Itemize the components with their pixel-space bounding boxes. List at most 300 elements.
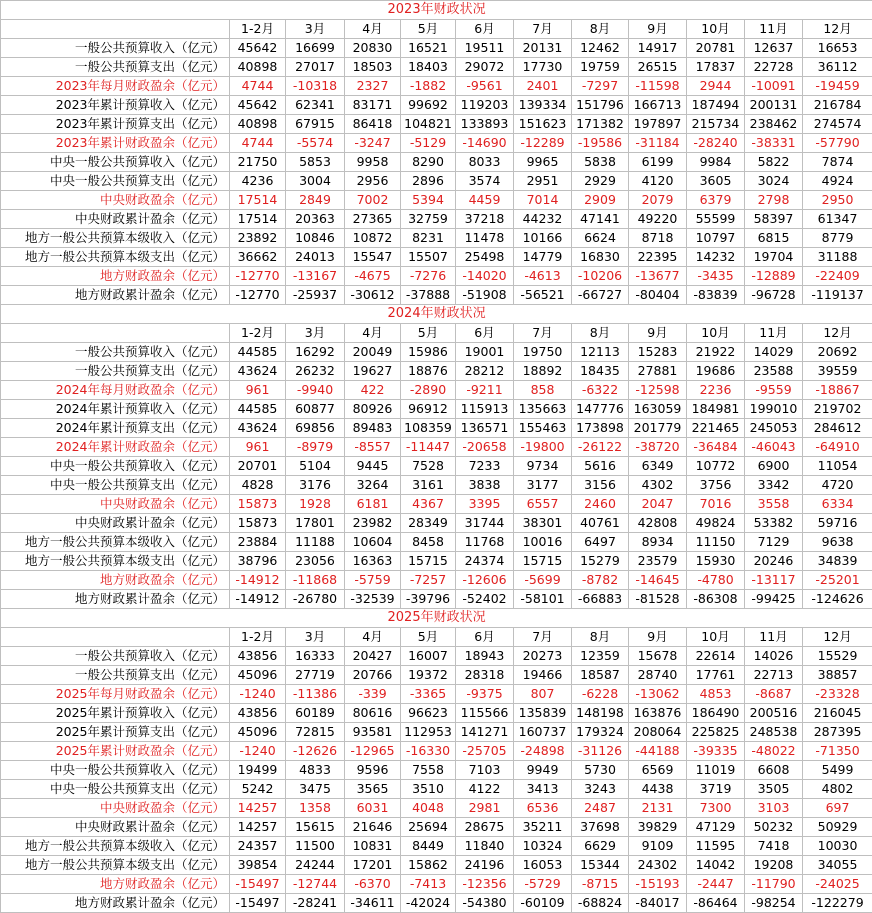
value-cell[interactable]: 43624 (230, 362, 286, 381)
value-cell[interactable]: 22728 (745, 58, 803, 77)
value-cell[interactable]: 11188 (286, 533, 345, 552)
value-cell[interactable]: 37218 (456, 210, 514, 229)
value-cell[interactable]: 115913 (456, 400, 514, 419)
value-cell[interactable]: 2079 (629, 191, 687, 210)
value-cell[interactable]: -14020 (456, 267, 514, 286)
value-cell[interactable]: -19459 (803, 77, 872, 96)
month-header-cell[interactable]: 3月 (286, 20, 345, 39)
value-cell[interactable]: -10091 (745, 77, 803, 96)
value-cell[interactable]: -11598 (629, 77, 687, 96)
value-cell[interactable]: 7233 (456, 457, 514, 476)
value-cell[interactable]: 8779 (803, 229, 872, 248)
value-cell[interactable]: 3505 (745, 780, 803, 799)
value-cell[interactable]: 99692 (401, 96, 456, 115)
value-cell[interactable]: 23982 (345, 514, 401, 533)
value-cell[interactable]: 17514 (230, 210, 286, 229)
value-cell[interactable]: 4438 (629, 780, 687, 799)
value-cell[interactable]: 42808 (629, 514, 687, 533)
month-header-cell[interactable]: 9月 (629, 324, 687, 343)
value-cell[interactable]: -46043 (745, 438, 803, 457)
value-cell[interactable]: 14779 (514, 248, 572, 267)
value-cell[interactable]: 80926 (345, 400, 401, 419)
value-cell[interactable]: 199010 (745, 400, 803, 419)
value-cell[interactable]: -38720 (629, 438, 687, 457)
value-cell[interactable]: 4367 (401, 495, 456, 514)
month-header-cell[interactable]: 3月 (286, 628, 345, 647)
value-cell[interactable]: 21922 (687, 343, 745, 362)
value-cell[interactable]: 96623 (401, 704, 456, 723)
value-cell[interactable]: 11019 (687, 761, 745, 780)
value-cell[interactable]: 104821 (401, 115, 456, 134)
value-cell[interactable]: -4675 (345, 267, 401, 286)
value-cell[interactable]: 7016 (687, 495, 745, 514)
month-header-cell[interactable]: 8月 (572, 628, 629, 647)
value-cell[interactable]: 15615 (286, 818, 345, 837)
value-cell[interactable]: -96728 (745, 286, 803, 305)
value-cell[interactable]: 11478 (456, 229, 514, 248)
month-header-cell[interactable]: 8月 (572, 20, 629, 39)
value-cell[interactable]: 86418 (345, 115, 401, 134)
value-cell[interactable]: 19704 (745, 248, 803, 267)
value-cell[interactable]: -23328 (803, 685, 872, 704)
row-label-cell[interactable]: 中央一般公共预算收入（亿元） (1, 761, 230, 780)
value-cell[interactable]: 14029 (745, 343, 803, 362)
value-cell[interactable]: -12889 (745, 267, 803, 286)
value-cell[interactable]: -122279 (803, 894, 872, 913)
value-cell[interactable]: 3510 (401, 780, 456, 799)
value-cell[interactable]: 19466 (514, 666, 572, 685)
value-cell[interactable]: 10797 (687, 229, 745, 248)
value-cell[interactable]: 14042 (687, 856, 745, 875)
row-label-cell[interactable]: 2025年每月财政盈余（亿元） (1, 685, 230, 704)
value-cell[interactable]: 2401 (514, 77, 572, 96)
value-cell[interactable]: 858 (514, 381, 572, 400)
value-cell[interactable]: 2487 (572, 799, 629, 818)
value-cell[interactable]: -12356 (456, 875, 514, 894)
value-cell[interactable]: -36484 (687, 438, 745, 457)
value-cell[interactable]: 151796 (572, 96, 629, 115)
value-cell[interactable]: -64910 (803, 438, 872, 457)
row-label-cell[interactable]: 中央一般公共预算支出（亿元） (1, 780, 230, 799)
value-cell[interactable]: 22614 (687, 647, 745, 666)
value-cell[interactable]: 16830 (572, 248, 629, 267)
value-cell[interactable]: -51908 (456, 286, 514, 305)
value-cell[interactable]: 17761 (687, 666, 745, 685)
value-cell[interactable]: -12965 (345, 742, 401, 761)
value-cell[interactable]: -119137 (803, 286, 872, 305)
value-cell[interactable]: 151623 (514, 115, 572, 134)
value-cell[interactable]: 155463 (514, 419, 572, 438)
value-cell[interactable]: -38331 (745, 134, 803, 153)
value-cell[interactable]: 7528 (401, 457, 456, 476)
value-cell[interactable]: 6349 (629, 457, 687, 476)
month-header-cell[interactable]: 10月 (687, 628, 745, 647)
header-blank-cell[interactable] (1, 20, 230, 39)
value-cell[interactable]: 9965 (514, 153, 572, 172)
row-label-cell[interactable]: 2024年累计预算收入（亿元） (1, 400, 230, 419)
value-cell[interactable]: 4853 (687, 685, 745, 704)
value-cell[interactable]: 11054 (803, 457, 872, 476)
value-cell[interactable]: -39335 (687, 742, 745, 761)
value-cell[interactable]: 1358 (286, 799, 345, 818)
value-cell[interactable]: 2047 (629, 495, 687, 514)
value-cell[interactable]: 96912 (401, 400, 456, 419)
month-header-cell[interactable]: 4月 (345, 20, 401, 39)
value-cell[interactable]: -12289 (514, 134, 572, 153)
value-cell[interactable]: -13677 (629, 267, 687, 286)
value-cell[interactable]: 6181 (345, 495, 401, 514)
value-cell[interactable]: -9561 (456, 77, 514, 96)
value-cell[interactable]: 11768 (456, 533, 514, 552)
value-cell[interactable]: 23056 (286, 552, 345, 571)
value-cell[interactable]: 5838 (572, 153, 629, 172)
value-cell[interactable]: 15715 (401, 552, 456, 571)
value-cell[interactable]: 39829 (629, 818, 687, 837)
value-cell[interactable]: 53382 (745, 514, 803, 533)
value-cell[interactable]: 20701 (230, 457, 286, 476)
value-cell[interactable]: 8449 (401, 837, 456, 856)
value-cell[interactable]: -15193 (629, 875, 687, 894)
value-cell[interactable]: 40898 (230, 115, 286, 134)
value-cell[interactable]: 3558 (745, 495, 803, 514)
value-cell[interactable]: -16330 (401, 742, 456, 761)
value-cell[interactable]: 2981 (456, 799, 514, 818)
value-cell[interactable]: 9734 (514, 457, 572, 476)
value-cell[interactable]: -10206 (572, 267, 629, 286)
value-cell[interactable]: 7558 (401, 761, 456, 780)
month-header-cell[interactable]: 11月 (745, 324, 803, 343)
value-cell[interactable]: 32759 (401, 210, 456, 229)
value-cell[interactable]: -4780 (687, 571, 745, 590)
row-label-cell[interactable]: 地方一般公共预算本级收入（亿元） (1, 533, 230, 552)
value-cell[interactable]: 18943 (456, 647, 514, 666)
value-cell[interactable]: 60189 (286, 704, 345, 723)
value-cell[interactable]: -2890 (401, 381, 456, 400)
value-cell[interactable]: -44188 (629, 742, 687, 761)
row-label-cell[interactable]: 地方财政累计盈余（亿元） (1, 894, 230, 913)
value-cell[interactable]: -2447 (687, 875, 745, 894)
row-label-cell[interactable]: 2024年累计财政盈余（亿元） (1, 438, 230, 457)
month-header-cell[interactable]: 1-2月 (230, 20, 286, 39)
value-cell[interactable]: -18867 (803, 381, 872, 400)
value-cell[interactable]: -10318 (286, 77, 345, 96)
month-header-cell[interactable]: 8月 (572, 324, 629, 343)
value-cell[interactable]: 17201 (345, 856, 401, 875)
value-cell[interactable]: -25201 (803, 571, 872, 590)
value-cell[interactable]: 22395 (629, 248, 687, 267)
value-cell[interactable]: -26122 (572, 438, 629, 457)
value-cell[interactable]: 12113 (572, 343, 629, 362)
value-cell[interactable]: 23884 (230, 533, 286, 552)
value-cell[interactable]: 10846 (286, 229, 345, 248)
month-header-cell[interactable]: 7月 (514, 20, 572, 39)
value-cell[interactable]: 10831 (345, 837, 401, 856)
value-cell[interactable]: 10872 (345, 229, 401, 248)
value-cell[interactable]: -12606 (456, 571, 514, 590)
value-cell[interactable]: 4236 (230, 172, 286, 191)
value-cell[interactable]: 17837 (687, 58, 745, 77)
value-cell[interactable]: 69856 (286, 419, 345, 438)
value-cell[interactable]: -71350 (803, 742, 872, 761)
value-cell[interactable]: -7297 (572, 77, 629, 96)
value-cell[interactable]: 2131 (629, 799, 687, 818)
value-cell[interactable]: 4459 (456, 191, 514, 210)
value-cell[interactable]: 163059 (629, 400, 687, 419)
value-cell[interactable]: -11790 (745, 875, 803, 894)
value-cell[interactable]: 7300 (687, 799, 745, 818)
value-cell[interactable]: 55599 (687, 210, 745, 229)
month-header-cell[interactable]: 5月 (401, 324, 456, 343)
value-cell[interactable]: 4833 (286, 761, 345, 780)
value-cell[interactable]: 3413 (514, 780, 572, 799)
value-cell[interactable]: 20049 (345, 343, 401, 362)
value-cell[interactable]: 20131 (514, 39, 572, 58)
value-cell[interactable]: 16292 (286, 343, 345, 362)
value-cell[interactable]: 18587 (572, 666, 629, 685)
value-cell[interactable]: -3247 (345, 134, 401, 153)
value-cell[interactable]: 112953 (401, 723, 456, 742)
value-cell[interactable]: 31188 (803, 248, 872, 267)
value-cell[interactable]: 40898 (230, 58, 286, 77)
month-header-cell[interactable]: 6月 (456, 324, 514, 343)
month-header-cell[interactable]: 1-2月 (230, 628, 286, 647)
value-cell[interactable]: 11150 (687, 533, 745, 552)
value-cell[interactable]: -86308 (687, 590, 745, 609)
value-cell[interactable]: 2896 (401, 172, 456, 191)
month-header-cell[interactable]: 11月 (745, 20, 803, 39)
value-cell[interactable]: 6497 (572, 533, 629, 552)
value-cell[interactable]: -3435 (687, 267, 745, 286)
value-cell[interactable]: 2909 (572, 191, 629, 210)
value-cell[interactable]: -3365 (401, 685, 456, 704)
value-cell[interactable]: 7129 (745, 533, 803, 552)
value-cell[interactable]: -20658 (456, 438, 514, 457)
value-cell[interactable]: 36662 (230, 248, 286, 267)
value-cell[interactable]: 19686 (687, 362, 745, 381)
value-cell[interactable]: 24357 (230, 837, 286, 856)
month-header-cell[interactable]: 12月 (803, 20, 872, 39)
value-cell[interactable]: 20246 (745, 552, 803, 571)
value-cell[interactable]: 16363 (345, 552, 401, 571)
value-cell[interactable]: 24196 (456, 856, 514, 875)
value-cell[interactable]: 15529 (803, 647, 872, 666)
value-cell[interactable]: 1928 (286, 495, 345, 514)
value-cell[interactable]: 43624 (230, 419, 286, 438)
month-header-cell[interactable]: 9月 (629, 20, 687, 39)
row-label-cell[interactable]: 中央财政累计盈余（亿元） (1, 210, 230, 229)
value-cell[interactable]: 15283 (629, 343, 687, 362)
value-cell[interactable]: 10030 (803, 837, 872, 856)
section-title[interactable]: 2025年财政状况 (1, 609, 872, 628)
value-cell[interactable]: 35211 (514, 818, 572, 837)
value-cell[interactable]: 248538 (745, 723, 803, 742)
value-cell[interactable]: 24374 (456, 552, 514, 571)
value-cell[interactable]: 29072 (456, 58, 514, 77)
value-cell[interactable]: 187494 (687, 96, 745, 115)
row-label-cell[interactable]: 中央一般公共预算支出（亿元） (1, 476, 230, 495)
month-header-cell[interactable]: 12月 (803, 628, 872, 647)
value-cell[interactable]: -22409 (803, 267, 872, 286)
value-cell[interactable]: -13117 (745, 571, 803, 590)
value-cell[interactable]: 59716 (803, 514, 872, 533)
value-cell[interactable]: 4302 (629, 476, 687, 495)
row-label-cell[interactable]: 2025年累计财政盈余（亿元） (1, 742, 230, 761)
value-cell[interactable]: -7257 (401, 571, 456, 590)
value-cell[interactable]: 4828 (230, 476, 286, 495)
value-cell[interactable]: 3565 (345, 780, 401, 799)
value-cell[interactable]: 4802 (803, 780, 872, 799)
value-cell[interactable]: 20766 (345, 666, 401, 685)
value-cell[interactable]: 160737 (514, 723, 572, 742)
value-cell[interactable]: 44585 (230, 400, 286, 419)
value-cell[interactable]: 4120 (629, 172, 687, 191)
row-label-cell[interactable]: 2024年累计预算支出（亿元） (1, 419, 230, 438)
value-cell[interactable]: 163876 (629, 704, 687, 723)
value-cell[interactable]: 9958 (345, 153, 401, 172)
value-cell[interactable]: 422 (345, 381, 401, 400)
value-cell[interactable]: 115566 (456, 704, 514, 723)
value-cell[interactable]: -7413 (401, 875, 456, 894)
month-header-cell[interactable]: 6月 (456, 628, 514, 647)
value-cell[interactable]: 45642 (230, 96, 286, 115)
value-cell[interactable]: 219702 (803, 400, 872, 419)
value-cell[interactable]: -8687 (745, 685, 803, 704)
value-cell[interactable]: 5730 (572, 761, 629, 780)
value-cell[interactable]: 45642 (230, 39, 286, 58)
value-cell[interactable]: 43856 (230, 647, 286, 666)
month-header-cell[interactable]: 6月 (456, 20, 514, 39)
row-label-cell[interactable]: 一般公共预算收入（亿元） (1, 647, 230, 666)
value-cell[interactable]: -81528 (629, 590, 687, 609)
value-cell[interactable]: 108359 (401, 419, 456, 438)
value-cell[interactable]: 16007 (401, 647, 456, 666)
value-cell[interactable]: 136571 (456, 419, 514, 438)
value-cell[interactable]: 67915 (286, 115, 345, 134)
value-cell[interactable]: 19499 (230, 761, 286, 780)
value-cell[interactable]: 47141 (572, 210, 629, 229)
value-cell[interactable]: 49824 (687, 514, 745, 533)
value-cell[interactable]: -15497 (230, 875, 286, 894)
value-cell[interactable]: 5104 (286, 457, 345, 476)
value-cell[interactable]: 216045 (803, 704, 872, 723)
value-cell[interactable]: -83839 (687, 286, 745, 305)
value-cell[interactable]: 17730 (514, 58, 572, 77)
value-cell[interactable]: -37888 (401, 286, 456, 305)
row-label-cell[interactable]: 2023年累计预算支出（亿元） (1, 115, 230, 134)
value-cell[interactable]: -42024 (401, 894, 456, 913)
row-label-cell[interactable]: 一般公共预算支出（亿元） (1, 362, 230, 381)
value-cell[interactable]: 27017 (286, 58, 345, 77)
value-cell[interactable]: -48022 (745, 742, 803, 761)
value-cell[interactable]: 16699 (286, 39, 345, 58)
value-cell[interactable]: 36112 (803, 58, 872, 77)
value-cell[interactable]: 197897 (629, 115, 687, 134)
value-cell[interactable]: 166713 (629, 96, 687, 115)
value-cell[interactable]: 45096 (230, 723, 286, 742)
value-cell[interactable]: 2956 (345, 172, 401, 191)
value-cell[interactable]: 18876 (401, 362, 456, 381)
value-cell[interactable]: 2236 (687, 381, 745, 400)
row-label-cell[interactable]: 2023年每月财政盈余（亿元） (1, 77, 230, 96)
value-cell[interactable]: 3243 (572, 780, 629, 799)
value-cell[interactable]: -1882 (401, 77, 456, 96)
row-label-cell[interactable]: 中央财政盈余（亿元） (1, 495, 230, 514)
value-cell[interactable]: 16653 (803, 39, 872, 58)
value-cell[interactable]: 171382 (572, 115, 629, 134)
value-cell[interactable]: 3161 (401, 476, 456, 495)
value-cell[interactable]: 6536 (514, 799, 572, 818)
value-cell[interactable]: 38857 (803, 666, 872, 685)
month-header-cell[interactable]: 10月 (687, 20, 745, 39)
value-cell[interactable]: 18892 (514, 362, 572, 381)
value-cell[interactable]: 141271 (456, 723, 514, 742)
value-cell[interactable]: 2849 (286, 191, 345, 210)
value-cell[interactable]: 6629 (572, 837, 629, 856)
row-label-cell[interactable]: 中央一般公共预算收入（亿元） (1, 457, 230, 476)
value-cell[interactable]: 12637 (745, 39, 803, 58)
value-cell[interactable]: 20363 (286, 210, 345, 229)
value-cell[interactable]: 50232 (745, 818, 803, 837)
value-cell[interactable]: 961 (230, 381, 286, 400)
value-cell[interactable]: 7014 (514, 191, 572, 210)
row-label-cell[interactable]: 地方财政盈余（亿元） (1, 571, 230, 590)
value-cell[interactable]: 12462 (572, 39, 629, 58)
value-cell[interactable]: 10604 (345, 533, 401, 552)
value-cell[interactable]: 7874 (803, 153, 872, 172)
value-cell[interactable]: 15930 (687, 552, 745, 571)
value-cell[interactable]: 200516 (745, 704, 803, 723)
value-cell[interactable]: 6334 (803, 495, 872, 514)
value-cell[interactable]: 6557 (514, 495, 572, 514)
value-cell[interactable]: 148198 (572, 704, 629, 723)
row-label-cell[interactable]: 中央财政盈余（亿元） (1, 191, 230, 210)
section-title[interactable]: 2023年财政状况 (1, 1, 872, 20)
row-label-cell[interactable]: 地方一般公共预算本级支出（亿元） (1, 248, 230, 267)
value-cell[interactable]: 44585 (230, 343, 286, 362)
value-cell[interactable]: 24013 (286, 248, 345, 267)
value-cell[interactable]: 18503 (345, 58, 401, 77)
value-cell[interactable]: 14257 (230, 799, 286, 818)
value-cell[interactable]: -11447 (401, 438, 456, 457)
value-cell[interactable]: 186490 (687, 704, 745, 723)
value-cell[interactable]: 12359 (572, 647, 629, 666)
value-cell[interactable]: 8033 (456, 153, 514, 172)
value-cell[interactable]: 3177 (514, 476, 572, 495)
value-cell[interactable]: 19759 (572, 58, 629, 77)
value-cell[interactable]: 807 (514, 685, 572, 704)
value-cell[interactable]: -26780 (286, 590, 345, 609)
value-cell[interactable]: 89483 (345, 419, 401, 438)
value-cell[interactable]: 19627 (345, 362, 401, 381)
value-cell[interactable]: 50929 (803, 818, 872, 837)
value-cell[interactable]: 4924 (803, 172, 872, 191)
value-cell[interactable]: 11840 (456, 837, 514, 856)
value-cell[interactable]: -9940 (286, 381, 345, 400)
row-label-cell[interactable]: 地方一般公共预算本级支出（亿元） (1, 552, 230, 571)
value-cell[interactable]: 10324 (514, 837, 572, 856)
value-cell[interactable]: -34611 (345, 894, 401, 913)
value-cell[interactable]: 215734 (687, 115, 745, 134)
value-cell[interactable]: -8557 (345, 438, 401, 457)
value-cell[interactable]: 15279 (572, 552, 629, 571)
value-cell[interactable]: 3838 (456, 476, 514, 495)
row-label-cell[interactable]: 地方一般公共预算本级收入（亿元） (1, 229, 230, 248)
value-cell[interactable]: 6815 (745, 229, 803, 248)
value-cell[interactable]: -12744 (286, 875, 345, 894)
value-cell[interactable]: 8290 (401, 153, 456, 172)
value-cell[interactable]: -339 (345, 685, 401, 704)
value-cell[interactable]: 173898 (572, 419, 629, 438)
